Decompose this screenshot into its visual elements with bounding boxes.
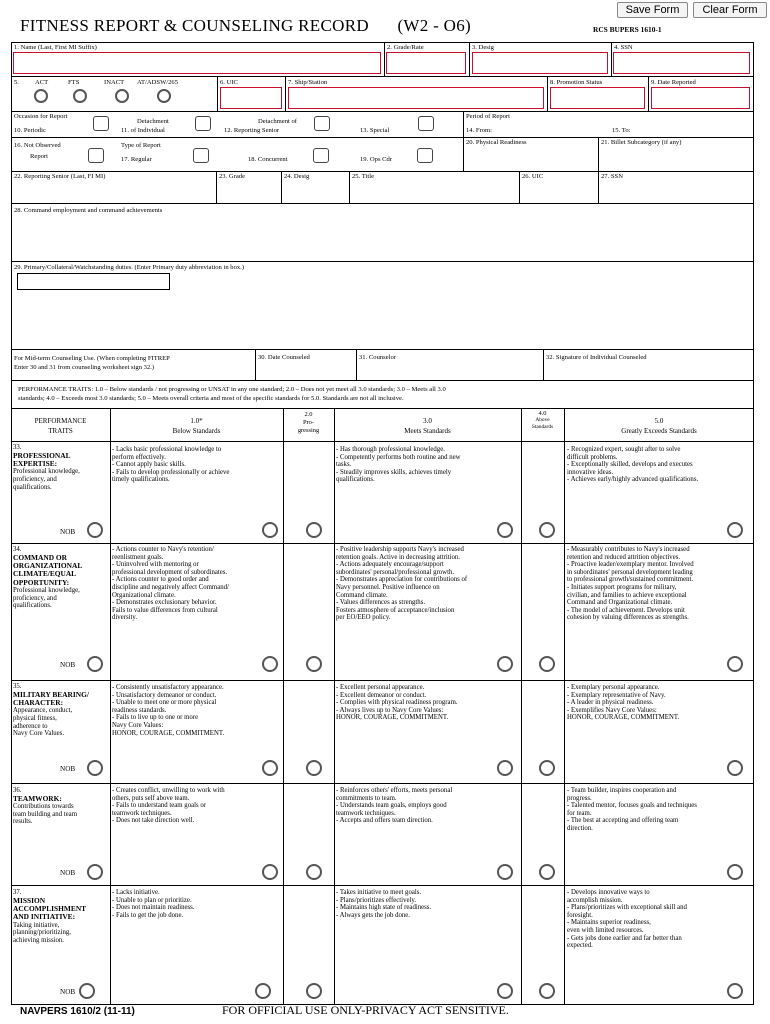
nob-label: NOB <box>60 765 76 773</box>
trait-34-greatly <box>567 546 694 622</box>
trait-35-nob-radio[interactable] <box>87 760 103 776</box>
trait-36-nob-radio[interactable] <box>87 864 103 880</box>
trait-desc-line: Appearance, conduct, <box>13 707 73 715</box>
criteria-line: HONOR, COURAGE, COMMITMENT. <box>336 714 449 722</box>
criteria-line: - Exemplary representative of Navy. <box>567 691 666 699</box>
criteria-line: - Excellent demeanor or conduct. <box>336 691 427 699</box>
rs-title-label: 25. Title <box>352 173 374 180</box>
trait-34-radio-5[interactable] <box>727 656 743 672</box>
criteria-line: - Plans/prioritizes effectively. <box>336 896 417 904</box>
trait-title-line: ACCOMPLISHMENT <box>13 904 87 913</box>
criteria-line: - Consistently unsatisfactory appearance. <box>112 684 224 691</box>
criteria-line: in subordinates' personal development leading <box>567 568 693 576</box>
criteria-line: foresight. <box>567 911 593 919</box>
act-radio[interactable] <box>34 89 48 103</box>
trait-title-line: MISSION <box>13 895 46 905</box>
criteria-line: - Actions counter to good order and <box>112 576 209 584</box>
trait-37-radio-1[interactable] <box>255 983 271 999</box>
ssn-field[interactable] <box>613 52 750 74</box>
trait-desc-line: Professional knowledge, <box>13 468 80 476</box>
criteria-line: perform effectively. <box>112 453 166 461</box>
criteria-line: expected. <box>567 942 593 950</box>
col-prog-a: 2.0 <box>304 411 313 418</box>
ops-cdr-label: 19. Ops Cdr <box>360 156 393 163</box>
desig-field[interactable] <box>472 52 608 74</box>
date-reported-field[interactable] <box>651 87 750 109</box>
form-frame <box>11 42 754 1005</box>
date-reported-label: 9. Date Reported <box>651 79 696 86</box>
trait-title-line: CLIMATE/EQUAL <box>13 569 77 579</box>
trait-37-radio-5[interactable] <box>727 983 743 999</box>
trait-37-radio-4[interactable] <box>539 983 555 999</box>
trait-number: 33. <box>13 444 22 451</box>
trait-number: 37. <box>13 889 22 896</box>
criteria-line: Fails to value differences from cultural <box>112 606 218 614</box>
inact-label: INACT <box>104 79 125 86</box>
trait-36-meets <box>336 787 452 825</box>
criteria-line: timely qualifications. <box>112 476 170 484</box>
occasion-label: Occasion for Report <box>14 113 68 120</box>
component-num: 5. <box>14 79 19 86</box>
criteria-line: teamwork techniques. <box>336 809 396 817</box>
signature-label: 32. Signature of Individual Counseled <box>546 354 647 361</box>
trait-36-greatly <box>567 787 697 833</box>
criteria-line: - Exemplary personal appearance. <box>567 684 660 691</box>
col-above-c: Standards <box>531 423 554 430</box>
trait-desc-line: planning/prioritizing, <box>13 929 71 937</box>
det-ind-label-a: Detachment <box>137 118 169 125</box>
criteria-line: accomplish mission. <box>567 896 623 904</box>
traits-definition-a: PERFORMANCE TRAITS: 1.0 – Below standards / not progressing or UNSAT in any one standard; 2.0 – Does not yet meet all 3.0 standards; 3.0 – Meets all 3.0 <box>18 386 446 393</box>
criteria-line: - Fails to understand team goals or <box>112 802 207 810</box>
regular-label: 17. Regular <box>121 156 152 163</box>
trait-title-line: EXPERTISE: <box>13 459 58 468</box>
col-below-b: Below Standards <box>172 427 221 435</box>
name-field[interactable] <box>13 52 381 74</box>
trait-34-name <box>13 546 109 610</box>
col-meets-b: Meets Standards <box>404 427 451 435</box>
trait-desc-line: qualifications. <box>13 602 52 610</box>
criteria-line: - Cannot apply basic skills. <box>112 461 186 469</box>
criteria-line: commitments to team. <box>336 794 397 802</box>
col-above-b: Above <box>535 417 550 424</box>
det-ind-label-b: 11. of Individual <box>121 127 165 134</box>
trait-37-nob-radio[interactable] <box>79 983 95 999</box>
trait-33-greatly <box>567 446 698 484</box>
criteria-line: - Talented mentor, focuses goals and techniques <box>567 802 697 810</box>
criteria-line: - Takes initiative to meet goals. <box>336 889 422 896</box>
criteria-line: - Lacks basic professional knowledge to <box>112 446 222 453</box>
trait-33-radio-3[interactable] <box>497 522 513 538</box>
criteria-line: Command and Organizational climate. <box>567 599 673 607</box>
criteria-line: - Accepts and offers team direction. <box>336 817 433 825</box>
col-below-header <box>110 416 283 436</box>
trait-title-line: PROFESSIONAL <box>13 450 71 460</box>
trait-35-radio-3[interactable] <box>497 760 513 776</box>
criteria-line: - Recognized expert, sought after to solve <box>567 446 681 453</box>
trait-desc-line: Taking initiative, <box>13 921 60 929</box>
criteria-line: - Initiates support programs for military, <box>567 583 677 591</box>
trait-35-below <box>112 684 224 737</box>
rs-grade-label: 23. Grade <box>219 173 245 180</box>
nob-label: NOB <box>60 869 76 877</box>
col-traits-a: PERFORMANCE <box>34 417 87 425</box>
criteria-line: tasks. <box>336 461 352 469</box>
criteria-line: - Values differences as strengths. <box>336 599 426 607</box>
trait-35-greatly <box>567 684 679 722</box>
trait-37-name <box>13 889 109 945</box>
from-label: 14. From: <box>466 127 493 134</box>
trait-36-below <box>112 787 225 825</box>
criteria-line: diversity. <box>112 614 138 622</box>
concurrent-label: 18. Concurrent <box>248 156 288 163</box>
trait-number: 35. <box>13 683 22 690</box>
trait-35-radio-1[interactable] <box>262 760 278 776</box>
col-greatly-header <box>564 416 754 436</box>
date-counseled-label: 30. Date Counseled <box>258 354 310 361</box>
criteria-line: - Fails to develop professionally or achieve <box>112 468 230 476</box>
criteria-line: - Positive leadership supports Navy's increased <box>336 546 464 553</box>
criteria-line: - Exemplifies Navy Core Values: <box>567 706 657 714</box>
act-label: ACT <box>35 79 49 86</box>
trait-33-nob-radio[interactable] <box>87 522 103 538</box>
counselor-label: 31. Counselor <box>359 354 396 361</box>
trait-desc-line: achieving mission. <box>13 937 64 944</box>
criteria-line: HONOR, COURAGE, COMMITMENT. <box>112 729 225 737</box>
criteria-line: - Understands team goals, employs good <box>336 802 447 810</box>
col-traits-header <box>11 416 110 436</box>
col-prog-b: Pro- <box>302 419 314 426</box>
billet-label: 21. Billet Subcategory (if any) <box>601 139 682 146</box>
criteria-line: - A leader in physical readiness. <box>567 699 654 707</box>
criteria-line: retention goals. Active in decreasing attrition. <box>336 553 461 561</box>
periodic-checkbox[interactable] <box>93 116 109 131</box>
trait-35-radio-2[interactable] <box>306 760 322 776</box>
ops-cdr-checkbox[interactable] <box>417 148 433 163</box>
midterm-label-a: For Mid-term Counseling Use. (When completing FITREP <box>14 355 170 362</box>
trait-desc-line: physical fitness, <box>13 715 57 722</box>
criteria-line: - Fails to get the job done. <box>112 911 184 919</box>
criteria-line: subordinates' personal/professional growth. <box>336 568 455 576</box>
col-greatly-a: 5.0 <box>654 417 664 425</box>
criteria-line: HONOR, COURAGE, COMMITMENT. <box>567 714 680 722</box>
criteria-line: to professional growth/sustained commitment. <box>567 576 694 584</box>
trait-33-radio-2[interactable] <box>306 522 322 538</box>
trait-desc-line: adherence to <box>13 722 48 730</box>
col-meets-a: 3.0 <box>423 417 432 425</box>
trait-34-radio-3[interactable] <box>497 656 513 672</box>
rs-ssn-label: 27. SSN <box>601 173 623 180</box>
trait-number: 36. <box>13 787 22 794</box>
criteria-line: - Excellent personal appearance. <box>336 684 425 691</box>
trait-title-line: MILITARY BEARING/ <box>13 689 89 699</box>
fts-radio[interactable] <box>73 89 87 103</box>
det-ind-checkbox[interactable] <box>195 116 211 131</box>
fts-label: FTS <box>68 79 80 86</box>
criteria-line: others, puts self above team. <box>112 794 190 802</box>
nob-label: NOB <box>60 661 76 669</box>
trait-desc-line: proficiency, and <box>13 594 57 602</box>
to-label: 15. To: <box>612 127 631 134</box>
criteria-line: - Has thorough professional knowledge. <box>336 446 445 453</box>
not-observed-checkbox[interactable] <box>88 148 104 163</box>
criteria-line: Command climate. <box>336 591 388 599</box>
trait-33-radio-5[interactable] <box>727 522 743 538</box>
col-prog-c: gressing <box>297 427 320 434</box>
criteria-line: - Proactive leader/exemplary mentor. Involved <box>567 561 694 569</box>
trait-desc-line: Professional knowledge, <box>13 587 80 595</box>
criteria-line: - Fails to live up to one or more <box>112 714 199 722</box>
trait-title-line: OPPORTUNITY: <box>13 577 70 587</box>
criteria-line: - Competently performs both routine and new <box>336 453 461 461</box>
criteria-line: progress. <box>567 794 592 802</box>
criteria-line: - Measurably contributes to Navy's increased <box>567 546 690 553</box>
criteria-line: - Maintains superior readiness, <box>567 919 651 927</box>
trait-desc-line: qualifications. <box>13 483 52 491</box>
col-greatly-b: Greatly Exceeds Standards <box>621 427 697 435</box>
criteria-line: even with limited resources. <box>567 926 644 934</box>
criteria-line: - Gets jobs done earlier and far better than <box>567 934 682 942</box>
ship-field[interactable] <box>288 87 544 109</box>
ship-label: 7. Ship/Station <box>288 79 328 86</box>
trait-37-radio-3[interactable] <box>497 983 513 999</box>
det-rs-label-a: Detachment of <box>258 118 297 125</box>
trait-33-meets <box>336 446 461 484</box>
trait-desc-line: results. <box>13 818 33 826</box>
trait-34-meets <box>336 546 467 622</box>
trait-35-radio-5[interactable] <box>727 760 743 776</box>
trait-36-radio-3[interactable] <box>497 864 513 880</box>
period-label: Period of Report <box>466 113 510 120</box>
trait-34-nob-radio[interactable] <box>87 656 103 672</box>
command-employment-label: 28. Command employment and command achievements <box>14 207 163 214</box>
physical-readiness-label: 20. Physical Readiness <box>466 139 527 146</box>
trait-title-line: TEAMWORK: <box>13 793 62 803</box>
ssn-label: 4. SSN <box>614 44 633 51</box>
criteria-line: reenlistment goals. <box>112 553 164 561</box>
trait-34-radio-2[interactable] <box>306 656 322 672</box>
form-number: NAVPERS 1610/2 (11-11) <box>20 1006 135 1017</box>
criteria-line: Navy personnel. Positive influence on <box>336 583 440 591</box>
trait-36-name <box>13 787 109 826</box>
rcs-number: RCS BUPERS 1610-1 <box>593 25 662 34</box>
grade-field[interactable] <box>386 52 466 74</box>
traits-definition-b: standards; 4.0 – Exceeds most 3.0 standards; 5.0 – Meets overall criteria and most of the specific standards for 5.0. Standards are not all inclusive. <box>18 395 404 402</box>
criteria-line: teamwork techniques. <box>112 809 172 817</box>
criteria-line: - Actions adequately encourage/support <box>336 561 444 569</box>
uic-label: 6. UIC <box>220 79 238 86</box>
trait-title-line: CHARACTER: <box>13 698 64 707</box>
trait-title-line: ORGANIZATIONAL <box>13 561 83 570</box>
criteria-line: civilian, and families to achieve exceptional <box>567 591 687 599</box>
promo-label: 8. Promotion Status <box>550 79 603 86</box>
duties-label: 29. Primary/Collateral/Watchstanding duties. (Enter Primary duty abbreviation in box.) <box>14 264 245 271</box>
trait-37-greatly <box>567 889 687 950</box>
criteria-line: - Unable to meet one or more physical <box>112 699 217 707</box>
criteria-line: - Does not take direction well. <box>112 817 195 825</box>
criteria-line: direction. <box>567 824 593 832</box>
criteria-line: retention and reduced attrition objectives. <box>567 553 681 561</box>
col-above-a: 4.0 <box>538 410 547 417</box>
save-form-button[interactable]: Save Form <box>617 2 688 18</box>
reporting-senior-label: 22. Reporting Senior (Last, FI MI) <box>14 173 106 180</box>
trait-36-radio-4[interactable] <box>539 864 555 880</box>
form-title <box>20 16 471 36</box>
criteria-line: innovative ideas. <box>567 468 614 476</box>
privacy-notice: FOR OFFICIAL USE ONLY-PRIVACY ACT SENSITIVE. <box>222 1003 509 1017</box>
criteria-line: - Exceptionally skilled, develops and executes <box>567 461 693 469</box>
criteria-line: professional development of subordinates. <box>112 568 228 576</box>
type-report-label: Type of Report <box>121 142 161 149</box>
criteria-line: - Reinforces others' efforts, meets personal <box>336 787 453 794</box>
criteria-line: - Unsatisfactory demeanor or conduct. <box>112 691 217 699</box>
col-below-a: 1.0* <box>190 417 203 425</box>
grade-range: (W2 - O6) <box>397 16 471 35</box>
trait-34-radio-1[interactable] <box>262 656 278 672</box>
criteria-line: for team. <box>567 809 592 817</box>
concurrent-checkbox[interactable] <box>313 148 329 163</box>
trait-36-radio-1[interactable] <box>262 864 278 880</box>
criteria-line: Navy Core Values: <box>112 721 164 729</box>
rs-uic-label: 26. UIC <box>522 173 544 180</box>
criteria-line: - Achieves early/highly advanced qualifications. <box>567 476 699 484</box>
nob-label: NOB <box>60 988 76 996</box>
trait-37-meets <box>336 889 431 919</box>
regular-checkbox[interactable] <box>193 148 209 163</box>
desig-label: 3. Desig <box>472 44 494 51</box>
trait-title-line: COMMAND OR <box>13 552 67 562</box>
atadsw-radio[interactable] <box>157 89 171 103</box>
trait-title-line: AND INITIATIVE: <box>13 912 76 922</box>
col-traits-b: TRAITS <box>48 427 73 435</box>
trait-desc-line: Contributions towards <box>13 803 74 810</box>
trait-33-name <box>13 444 109 491</box>
trait-35-meets <box>336 684 458 722</box>
criteria-line: - Always lives up to Navy Core Values: <box>336 706 444 714</box>
trait-desc-line: team building and team <box>13 810 77 818</box>
midterm-label-b: Enter 30 and 31 from counseling worksheet sign 32.) <box>14 364 155 371</box>
criteria-line: - Lacks initiative. <box>112 889 160 896</box>
criteria-line: - Plans/prioritizes with exceptional skill and <box>567 904 687 912</box>
criteria-line: readiness standards. <box>112 706 167 714</box>
trait-35-radio-4[interactable] <box>539 760 555 776</box>
trait-33-radio-1[interactable] <box>262 522 278 538</box>
trait-desc-line: Navy Core Values. <box>13 730 65 738</box>
criteria-line: - The best at accepting and offering team <box>567 817 679 825</box>
criteria-line: per EO/EEO policy. <box>336 614 391 622</box>
trait-33-below <box>112 446 229 484</box>
trait-33-radio-4[interactable] <box>539 522 555 538</box>
trait-36-radio-2[interactable] <box>306 864 322 880</box>
criteria-line: Organizational climate. <box>112 591 176 599</box>
criteria-line: - Steadily improves skills, achieves timely <box>336 468 452 476</box>
trait-desc-line: proficiency, and <box>13 476 57 483</box>
criteria-line: Fosters atmosphere of acceptance/inclusion <box>336 606 455 614</box>
col-progressing-header <box>283 411 334 435</box>
primary-duty-field[interactable] <box>17 273 170 290</box>
trait-number: 34. <box>13 546 22 553</box>
not-observed-label-b: Report <box>30 153 48 160</box>
promo-field[interactable] <box>550 87 645 109</box>
criteria-line: - Unable to plan or prioritize. <box>112 896 192 904</box>
criteria-line: - Always gets the job done. <box>336 911 410 919</box>
criteria-line: - Does not maintain readiness. <box>112 904 195 912</box>
trait-34-radio-4[interactable] <box>539 656 555 672</box>
trait-35-name <box>13 683 109 738</box>
criteria-line: - The model of achievement. Develops unit <box>567 606 685 614</box>
atadsw-label: AT/ADSW/265 <box>137 79 179 86</box>
criteria-line: - Demonstrates exclusionary behavior. <box>112 599 217 607</box>
trait-36-radio-5[interactable] <box>727 864 743 880</box>
criteria-line: difficult problems. <box>567 453 618 461</box>
clear-form-button[interactable]: Clear Form <box>693 2 767 18</box>
criteria-line: - Maintains high state of readiness. <box>336 904 432 912</box>
criteria-line: qualifications. <box>336 476 375 484</box>
rs-desig-label: 24. Desig <box>284 173 310 180</box>
criteria-line: - Develops innovative ways to <box>567 889 650 896</box>
criteria-line: - Creates conflict, unwilling to work with <box>112 787 225 794</box>
criteria-line: - Actions counter to Navy's retention/ <box>112 546 214 553</box>
grade-label: 2. Grade/Rate <box>387 44 424 51</box>
periodic-label: 10. Periodic <box>14 127 46 134</box>
trait-37-radio-2[interactable] <box>306 983 322 999</box>
name-label: 1. Name (Last, First MI Suffix) <box>14 44 97 51</box>
inact-radio[interactable] <box>115 89 129 103</box>
trait-37-below <box>112 889 195 919</box>
title-text: FITNESS REPORT & COUNSELING RECORD <box>20 16 369 35</box>
col-above-header <box>521 411 564 430</box>
det-rs-label-b: 12. Reporting Senior <box>224 127 280 134</box>
criteria-line: cohesion by valuing differences as strengths. <box>567 614 689 622</box>
criteria-line: - Complies with physical readiness program. <box>336 699 458 707</box>
nob-label: NOB <box>60 528 76 536</box>
trait-34-below <box>112 546 229 622</box>
not-observed-label-a: 16. Not Observed <box>14 142 61 149</box>
special-checkbox[interactable] <box>418 116 434 131</box>
criteria-line: - Team builder, inspires cooperation and <box>567 787 677 794</box>
uic-field[interactable] <box>220 87 282 109</box>
criteria-line: - Uninvolved with mentoring or <box>112 561 199 569</box>
col-meets-header <box>334 416 521 436</box>
criteria-line: discipline and negatively affect Command/ <box>112 583 229 591</box>
criteria-line: - Demonstrates appreciation for contributions of <box>336 576 468 584</box>
special-label: 13. Special <box>360 127 390 134</box>
det-rs-checkbox[interactable] <box>314 116 330 131</box>
